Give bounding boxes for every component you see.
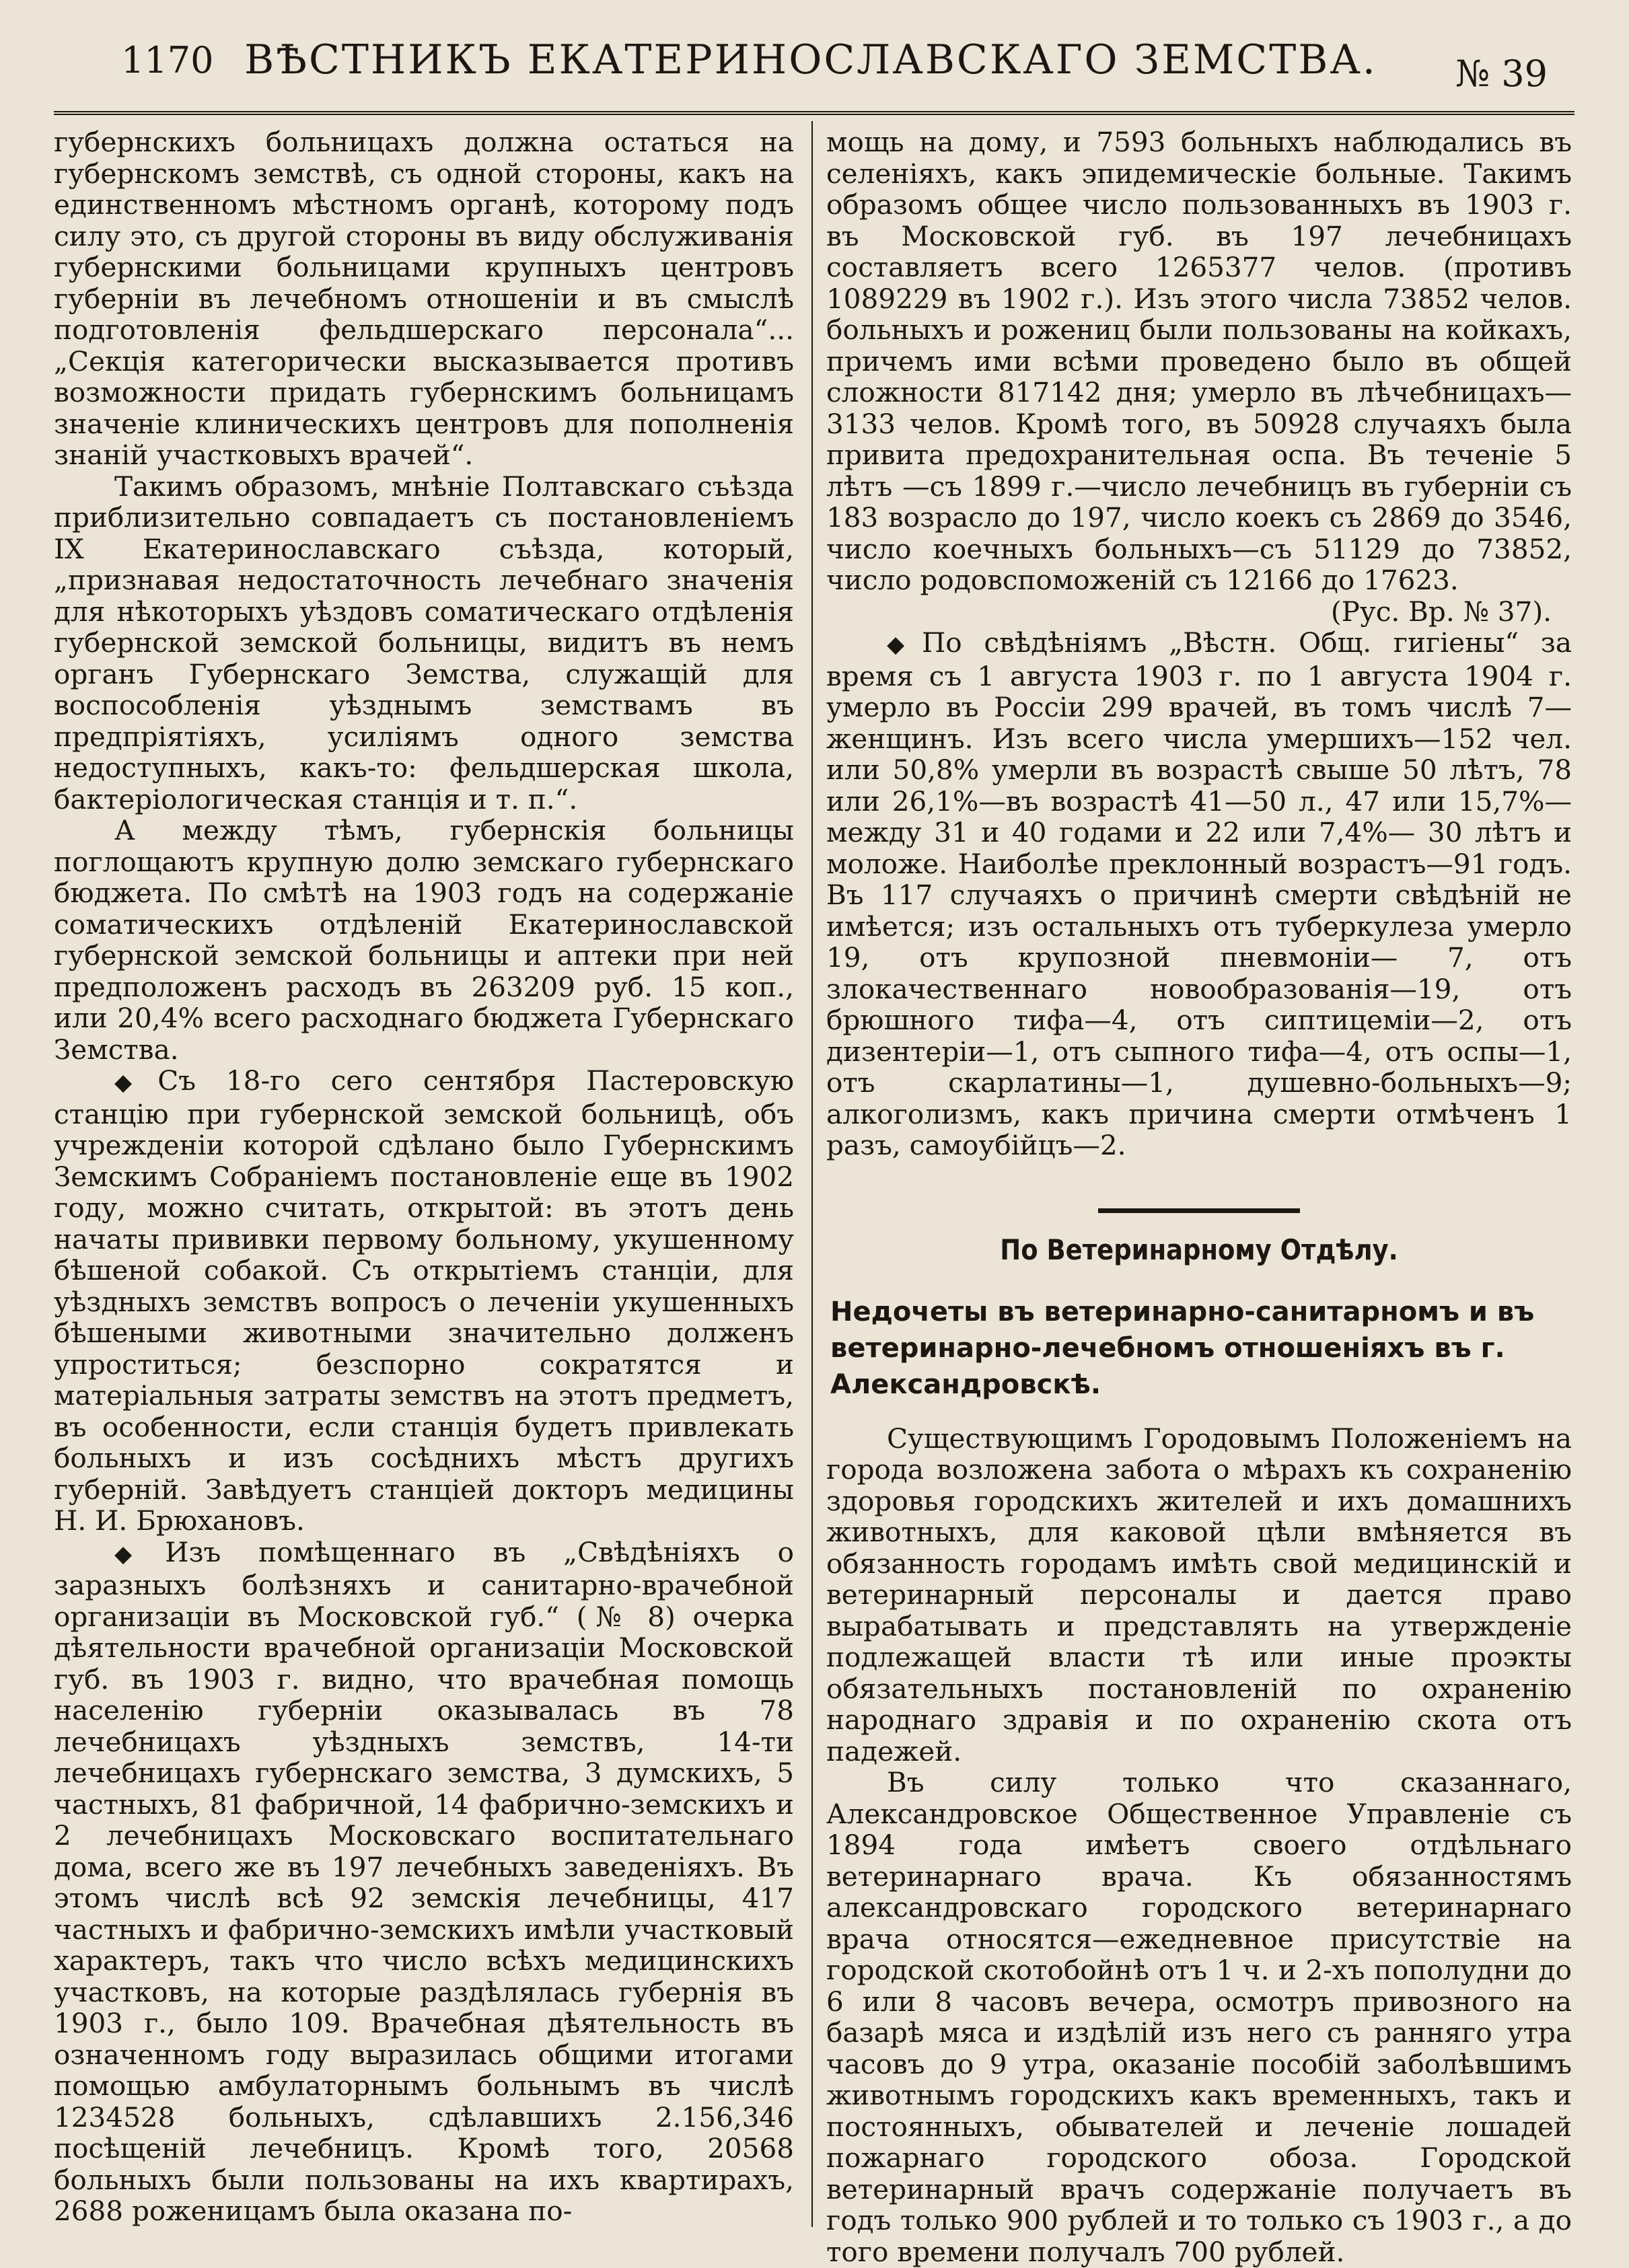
left-column <box>54 126 794 2227</box>
paragraph: губернскихъ больницахъ должна остаться на губернскомъ земствѣ, съ одной стороны, какъ на единственномъ мѣстномъ органѣ, которому подъ силу это, съ другой стороны въ виду обслуживанія губернскими больницами крупныхъ центровъ губерніи въ лечебномъ отношеніи и въ смыслѣ подготовленія фельдшерскаго персонала“... „Секція категорически высказывается противъ возможности придать губернскимъ больницамъ значеніе клиническихъ центровъ для пополненія знаній участковыхъ врачей“. <box>54 126 794 471</box>
section-rule <box>1098 1208 1300 1213</box>
paragraph-text: По свѣдѣніямъ „Вѣстн. Общ. гигіены“ за время съ 1 августа 1903 г. по 1 августа 1904 г. умерло въ Россіи 299 врачей, въ томъ числѣ 7— женщинъ. Изъ всего числа умершихъ—152 чел. или 50,8% умерли въ возрастѣ свыше 50 лѣтъ, 78 или 26,1%—въ возрастѣ 41—50 л., 47 или 15,7%—между 31 и 40 годами и 22 или 7,4%— 30 лѣтъ и моложе. Наиболѣе преклонный возрастъ—91 годъ. Въ 117 случаяхъ о причинѣ смерти свѣдѣній не имѣется; изъ остальныхъ отъ туберкулеза умерло 19, отъ крупозной пневмоніи— 7, отъ злокачественнаго новообразованія—19, отъ брюшного тифа—4, отъ сиптицеміи—2, отъ дизентеріи—1, отъ сыпного тифа—4, отъ оспы—1, отъ скарлатины—1, душевно-больныхъ—9; алкоголизмъ, какъ причина смерти отмѣченъ 1 разъ, самоубійцъ—2. <box>826 626 1572 1161</box>
paragraph: Такимъ образомъ, мнѣніе Полтавскаго съѣзда приблизительно совпадаетъ съ постановленіемъ IX Екатеринославскаго съѣзда, который, „признавая недостаточность лечебнаго значенія для нѣкоторыхъ уѣздовъ соматическаго отдѣленія губернской земской больницы, видитъ въ немъ органъ Губернскаго Земства, служащій для воспособленія уѣзднымъ земствамъ въ предпріятіяхъ, усиліямъ одного земства недоступныхъ, какъ-то: фельдшерская школа, бактеріологическая станція и т. п.“. <box>54 470 794 815</box>
paragraph: Въ силу только что сказаннаго, Александровское Общественное Управленіе съ 1894 года имѣетъ своего отдѣльнаго ветеринарнаго врача. Къ обязанностямъ александровскаго городского ветеринарнаго врача относятся—ежедневное присутствіе на городской скотобойнѣ отъ 1 ч. и 2-хъ пополудни до 6 или 8 часовъ вечера, осмотръ привозного на базарѣ мяса и издѣлій изъ него съ ранняго утра часовъ до 9 утра, оказаніе пособій заболѣвшимъ животнымъ городскихъ какъ временныхъ, такъ и постоянныхъ, обывателей и леченіе лошадей пожарнаго городского обоза. Городской ветеринарный врачъ содержаніе получаетъ въ годъ только 900 рублей и то только съ 1903 г., а до того времени получалъ 700 рублей. <box>826 1766 1572 2268</box>
news-item <box>826 627 1572 1161</box>
issue-number: № 39 <box>1455 52 1548 95</box>
paragraph: Существующимъ Городовымъ Положеніемъ на города возложена забота о мѣрахъ къ сохраненію здоровья городскихъ жителей и ихъ домашнихъ животныхъ, для каковой цѣли вмѣняется въ обязанность городамъ имѣть свой медицинскій и ветеринарный персоналы и дается право вырабатывать и представлять на утвержденіе подлежащей власти тѣ или иные проэкты обязательныхъ постановленій по охраненію народнаго здравія и по охраненію скота отъ падежей. <box>826 1422 1572 1767</box>
journal-title: ВѢСТНИКЪ ЕКАТЕРИНОСЛАВСКАГО ЗЕМСТВА. <box>244 36 1377 83</box>
news-item <box>54 1065 794 1537</box>
running-header <box>47 27 1574 108</box>
article-title: Недочеты въ ветеринарно-санитарномъ и въ ветеринарно-лечебномъ отношеніяхъ въ г. Александровскѣ. <box>830 1296 1535 1400</box>
source-citation: (Рус. Вр. № 37). <box>1330 595 1552 628</box>
page-number: 1170 <box>121 39 214 81</box>
paragraph: А между тѣмъ, губернскія больницы поглощаютъ крупную долю земскаго губернскаго бюджета. По смѣтѣ на 1903 годъ на содержаніе соматическихъ отдѣленій Екатеринославской губернской земской больницы и аптеки при ней предположенъ расходъ въ 263209 руб. 15 коп., или 20,4% всего расходнаго бюджета Губернскаго Земства. <box>54 814 794 1066</box>
paragraph-text: Съ 18-го сего сентября Пастеровскую станцію при губернской земской больницѣ, объ учрежденіи которой сдѣлано было Губернскимъ Земскимъ Собраніемъ постановленіе еще въ 1902 году, можно считать, открытой: въ этотъ день начаты прививки первому больному, укушенному бѣшеной собакой. Съ открытіемъ станціи, для уѣздныхъ земствъ вопросъ о леченіи укушенныхъ бѣшеными животными значительно долженъ упроститься; безспорно сократятся и матеріальныя затраты земствъ на этотъ предметъ, въ особенности, если станція будетъ привлекать больныхъ и изъ сосѣднихъ мѣстъ другихъ губерній. Завѣдуетъ станціей докторъ медицины Н. И. Брюхановъ. <box>54 1064 794 1537</box>
ornament-hand-icon: ◆ <box>114 1069 154 1096</box>
right-column <box>826 126 1572 2267</box>
ornament-hand-icon: ◆ <box>114 1540 161 1568</box>
paragraph-text: Изъ помѣщеннаго въ „Свѣдѣніяхъ о заразныхъ болѣзняхъ и санитарно-врачебной организаціи въ Московской губ.“ (№ 8) очерка дѣятельности врачебной организаціи Московской губ. въ 1903 г. видно, что врачебная помощь населенію губерніи оказывалась въ 78 лечебницахъ уѣздныхъ земствъ, 14-ти лечебницахъ губернскаго земства, 3 думскихъ, 5 частныхъ, 81 фабричной, 14 фабрично-земскихъ и 2 лечебницахъ Московскаго воспитательнаго дома, всего же въ 197 лечебныхъ заведеніяхъ. Въ этомъ числѣ всѣ 92 земскія лечебницы, 417 частныхъ и фабрично-земскихъ имѣли участковый характеръ, такъ что число всѣхъ медицинскихъ участковъ, на которые раздѣлялась губернія въ 1903 г., было 109. Врачебная дѣятельность въ означенномъ году выразилась общими итогами помощью амбулаторнымъ больнымъ въ числѣ 1234528 больныхъ, сдѣлавшихъ 2.156,346 посѣщеній лечебницъ. Кромѣ того, 20568 больныхъ были пользованы на ихъ квартирахъ, 2688 роженицамъ была оказана по- <box>54 1535 795 2227</box>
ornament-hand-icon: ◆ <box>887 631 918 658</box>
column-divider <box>811 121 813 2227</box>
news-item <box>54 1537 794 2227</box>
paragraph: мощь на дому, и 7593 больныхъ наблюдались въ селеніяхъ, какъ эпидемическіе больные. Такимъ образомъ общее число пользованныхъ въ 1903 г. въ Московской губ. въ 197 лечебницахъ составляетъ всего 1265377 челов. (противъ 1089229 въ 1902 г.). Изъ этого числа 73852 челов. больныхъ и рожениц были пользованы на койкахъ, причемъ ими всѣми проведено было въ общей сложности 817142 дня; умерло въ лѣчебницахъ—3133 челов. Кромѣ того, въ 50928 случаяхъ была привита предохранительная оспа. Въ теченіе 5 лѣтъ —съ 1899 г.—число лечебницъ въ губерніи съ 183 возрасло до 197, число коекъ съ 2869 до 3546, число коечныхъ больныхъ—съ 51129 до 73852, число родовспоможеній съ 12166 до 17623. <box>826 126 1572 596</box>
header-rule <box>54 111 1574 115</box>
section-heading: По Ветеринарному Отдѣлу. <box>1000 1233 1398 1266</box>
